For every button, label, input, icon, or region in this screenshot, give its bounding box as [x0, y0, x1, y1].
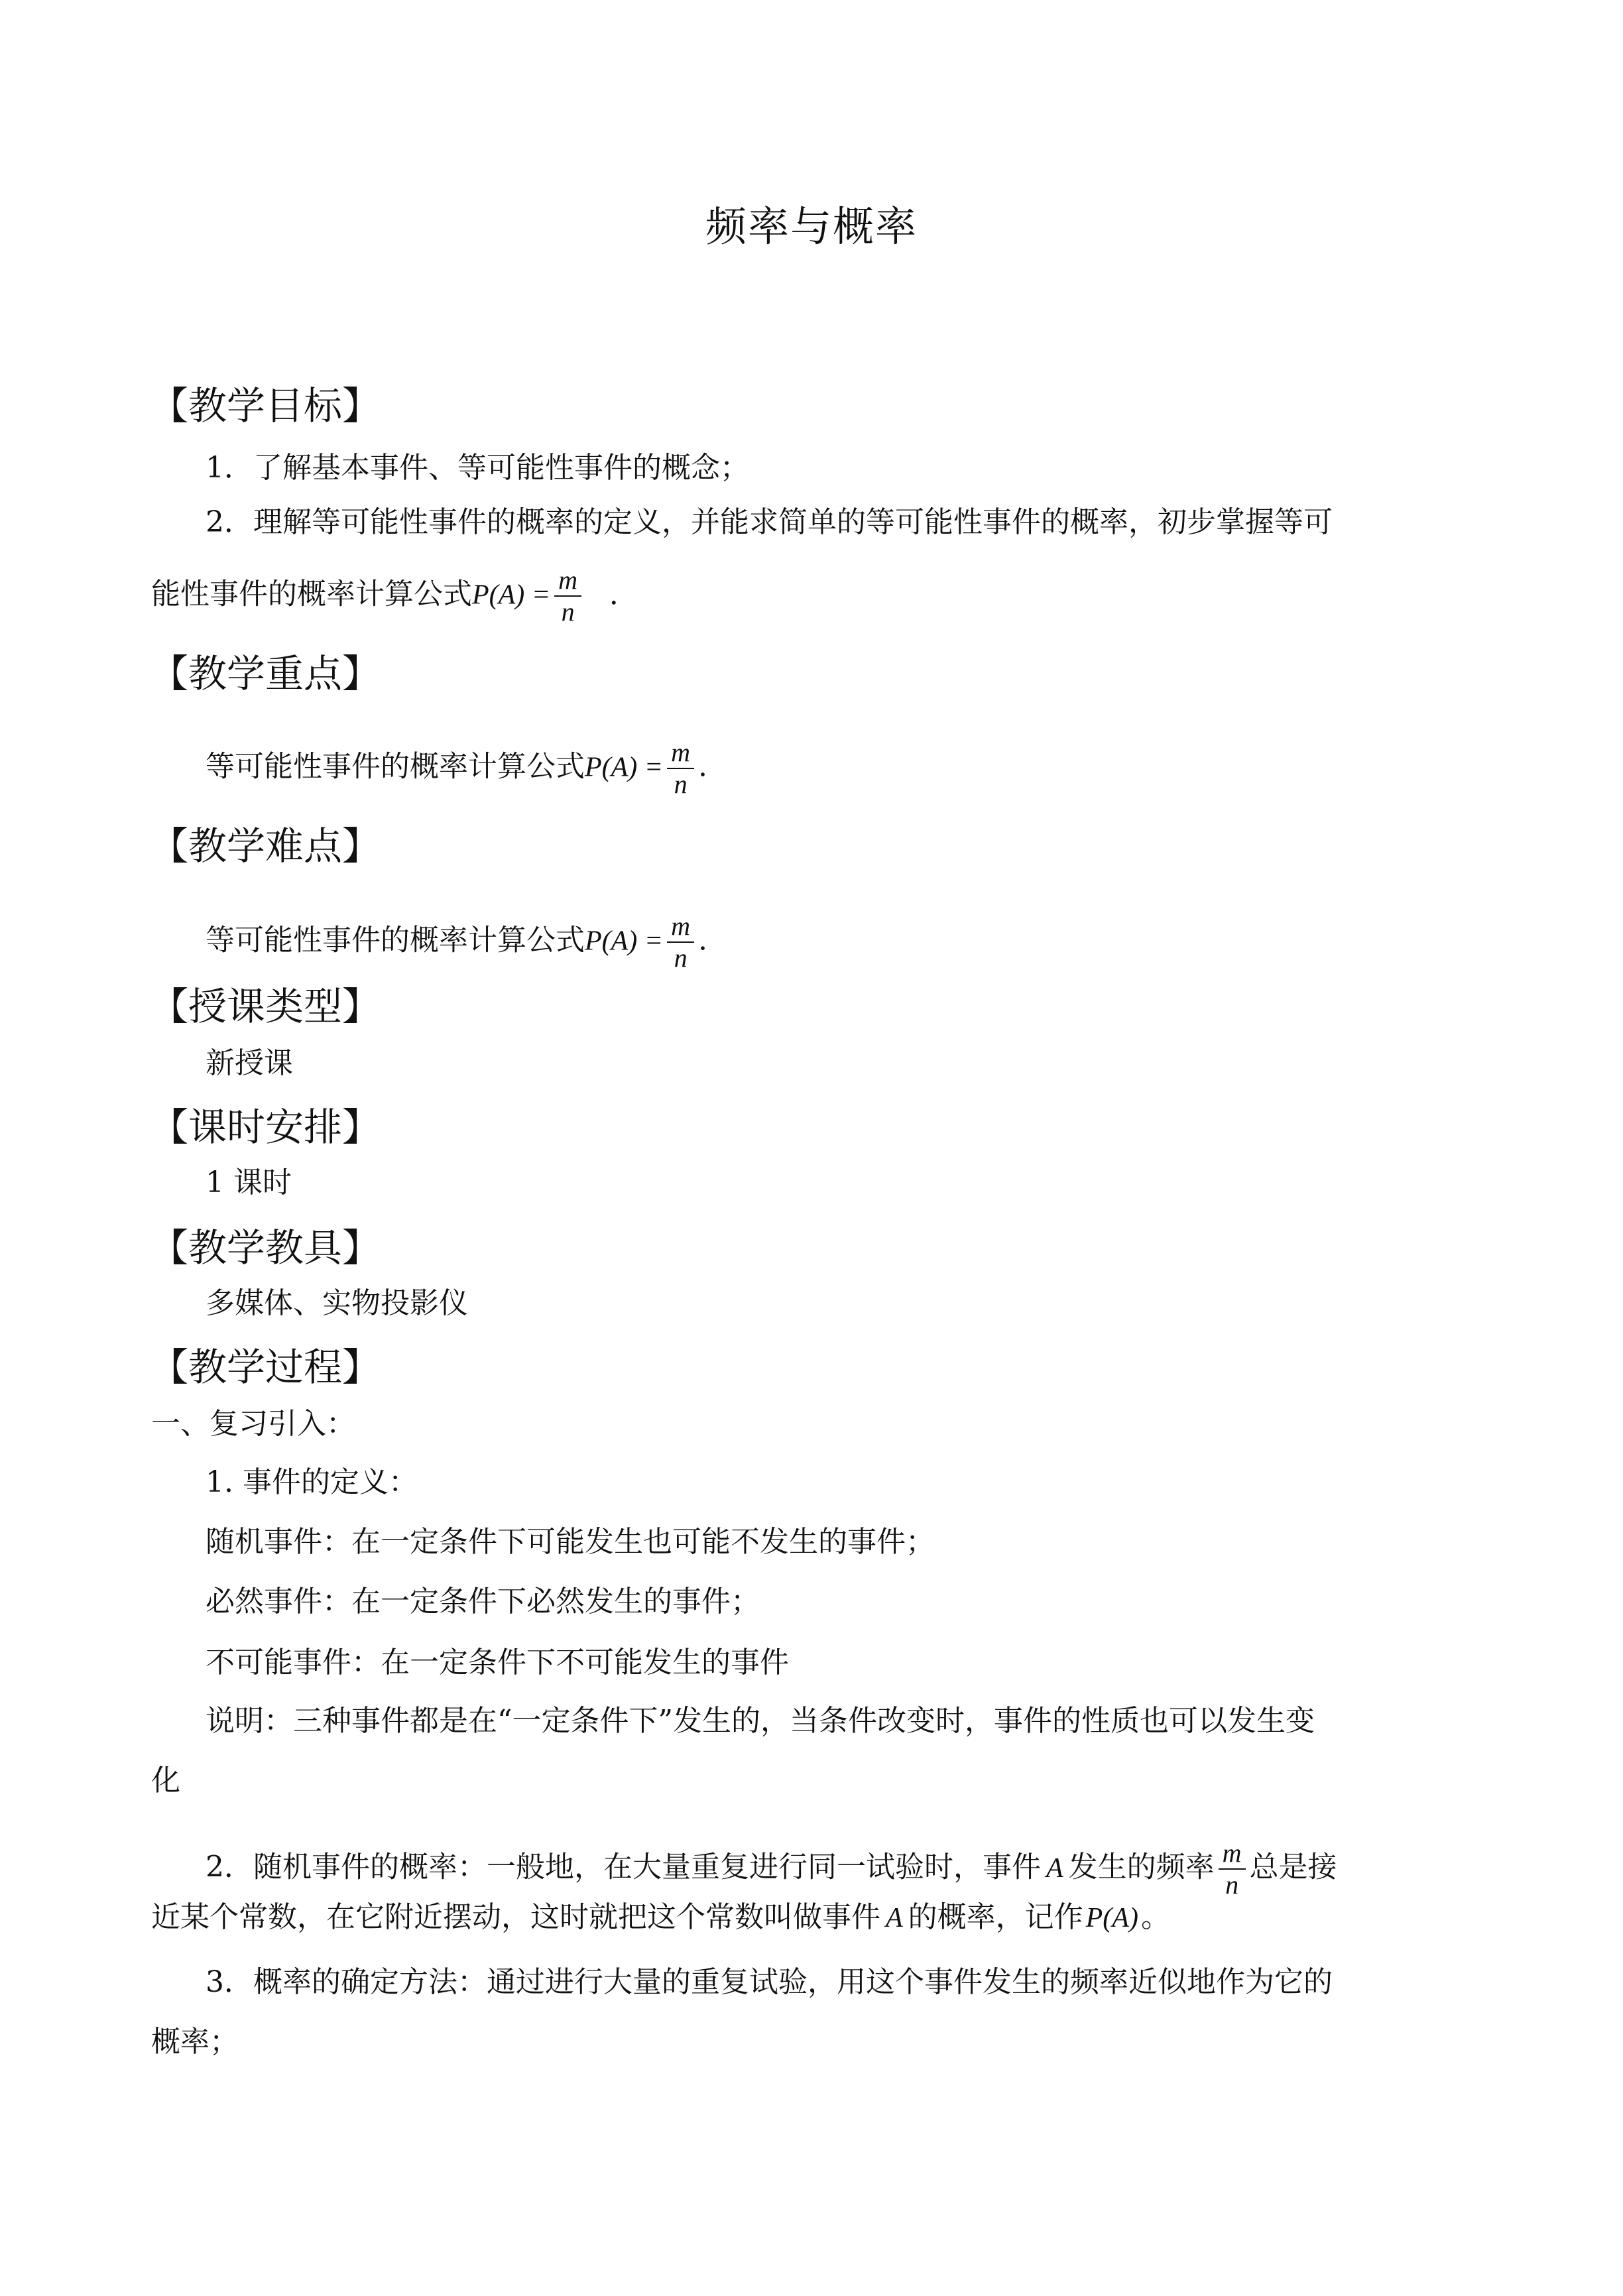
- fraction-denominator: n: [674, 943, 688, 973]
- random-event-definition: 随机事件：在一定条件下可能发生也可能不发生的事件；: [206, 1525, 935, 1559]
- heading-objectives: 【教学目标】: [150, 383, 381, 428]
- key-points-period: .: [698, 749, 708, 784]
- objective-item-1: 1．了解基本事件、等可能性事件的概念；: [206, 451, 749, 485]
- fraction-numerator: m: [667, 911, 694, 943]
- certain-event-definition: 必然事件：在一定条件下必然发生的事件；: [206, 1585, 760, 1618]
- heading-difficulties: 【教学难点】: [150, 823, 381, 869]
- probability-line-1-c: 总是接: [1249, 1850, 1337, 1884]
- formula-lhs: P(A) =: [472, 579, 551, 611]
- key-points-label: 等可能性事件的概率计算公式: [206, 749, 585, 784]
- objective-item-2-text: 能性事件的概率计算公式: [151, 577, 472, 611]
- document-title: 频率与概率: [705, 202, 918, 251]
- fraction-denominator: n: [1225, 1870, 1239, 1900]
- formula-lhs: P(A) =: [585, 926, 664, 957]
- event-a-symbol: A: [886, 1903, 903, 1933]
- fraction-denominator: n: [561, 597, 575, 627]
- note-line-1: 说明：三种事件都是在“一定条件下”发生的，当条件改变时，事件的性质也可以发生变: [206, 1704, 1315, 1738]
- difficulties-text: [206, 911, 707, 973]
- formula-lhs: P(A) =: [585, 752, 664, 783]
- heading-process: 【教学过程】: [150, 1345, 381, 1390]
- schedule-text: 1 课时: [206, 1166, 292, 1199]
- fraction-denominator: n: [674, 769, 688, 799]
- probability-line-2-a: 近某个常数，在它附近摆动，这时就把这个常数叫做事件: [151, 1900, 880, 1934]
- probability-line-1-a: 2．随机事件的概率：一般地，在大量重复进行同一试验时，事件: [206, 1850, 1041, 1884]
- fraction-m-over-n: [667, 911, 694, 973]
- fraction-numerator: m: [667, 737, 694, 769]
- fraction-numerator: m: [1219, 1838, 1246, 1870]
- objective-item-2-period: ．: [609, 577, 639, 611]
- probability-line-2-c: 。: [1140, 1900, 1170, 1934]
- fraction-numerator: m: [554, 565, 581, 597]
- fraction-m-over-n: [1219, 1838, 1246, 1900]
- difficulties-period: .: [698, 923, 708, 957]
- probability-line-2-b: 的概率，记作: [908, 1900, 1083, 1934]
- note-line-2: 化: [151, 1764, 180, 1797]
- lesson-type-text: 新授课: [206, 1046, 293, 1080]
- probability-line-2: [151, 1898, 1170, 1938]
- tools-text: 多媒体、实物投影仪: [206, 1286, 468, 1320]
- objective-item-2-line1: 2．理解等可能性事件的概率的定义，并能求简单的等可能性事件的概率，初步掌握等可: [206, 505, 1333, 539]
- heading-key-points: 【教学重点】: [150, 651, 381, 696]
- probability-notation: P(A): [1085, 1903, 1138, 1933]
- heading-schedule: 【课时安排】: [150, 1105, 381, 1150]
- fraction-m-over-n: [554, 565, 581, 627]
- method-line-2: 概率；: [151, 2025, 239, 2059]
- heading-tools: 【教学教具】: [150, 1225, 381, 1270]
- method-line-1: 3．概率的确定方法：通过进行大量的重复试验，用这个事件发生的频率近似地作为它的: [206, 1965, 1333, 1999]
- probability-line-1: [206, 1838, 1337, 1900]
- event-definition-title: 1. 事件的定义：: [206, 1465, 418, 1499]
- difficulties-label: 等可能性事件的概率计算公式: [206, 923, 585, 957]
- process-part1: 一、复习引入：: [151, 1407, 355, 1441]
- event-a-symbol: A: [1046, 1852, 1063, 1884]
- key-points-text: [206, 737, 707, 800]
- probability-line-1-b: 发生的频率: [1068, 1850, 1215, 1884]
- objective-item-2-line2: [151, 565, 638, 627]
- fraction-m-over-n: [667, 737, 694, 800]
- impossible-event-definition: 不可能事件：在一定条件下不可能发生的事件: [206, 1646, 789, 1679]
- heading-lesson-type: 【授课类型】: [150, 984, 381, 1029]
